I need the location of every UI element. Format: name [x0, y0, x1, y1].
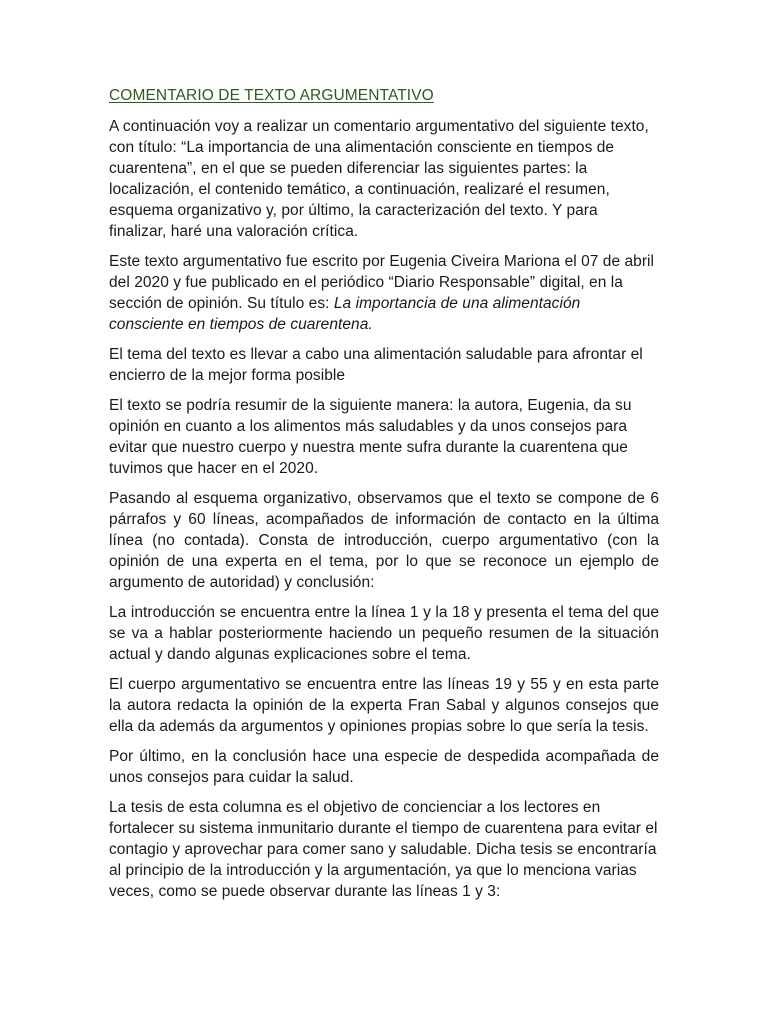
paragraph-thesis: La tesis de esta columna es el objetivo de concienciar a los lectores en fortalecer su sistema inmunitario durante el tiempo de cuarentena para evitar el contagio y aprovechar para comer sano y saludable. Dicha tesis se encontraría al principio de la introducción y la argumentación, ya que lo menciona varias veces, como se puede observar durante las líneas 1 y 3:: [109, 799, 658, 900]
article-title-italic: La importancia de una alimentación consciente en tiempos de cuarentena.: [109, 295, 581, 333]
document-page: [109, 86, 659, 911]
paragraph-conclusion-section: Por último, en la conclusión hace una especie de despedida acompañada de unos consejos para cuidar la salud.: [109, 748, 659, 786]
paragraph-localization: [109, 251, 659, 335]
paragraph-localization-text: Este texto argumentativo fue escrito por Eugenia Civeira Mariona el 07 de abril del 2020 y fue publicado en el periódico “Diario Responsable” digital, en la sección de opinión. Su título es:: [109, 253, 655, 312]
paragraph-body-section: El cuerpo argumentativo se encuentra entre las líneas 19 y 55 y en esta parte la autora redacta la opinión de la experta Fran Sabal y algunos consejos que ella da además da argumentos y opiniones propias sobre lo que sería la tesis.: [109, 676, 659, 735]
paragraph-structure: Pasando al esquema organizativo, observamos que el texto se compone de 6 párrafos y 60 líneas, acompañados de información de contacto en la última línea (no contada). Consta de introducción, cuerpo argumentativo (con la opinión de una experta en el tema, por lo que se reconoce un ejemplo de argumento de autoridad) y conclusión:: [109, 490, 659, 591]
paragraph-introduction: A continuación voy a realizar un comentario argumentativo del siguiente texto, con título: “La importancia de una alimentación consciente en tiempos de cuarentena”, en el que se pueden diferenciar las siguientes partes: la localización, el contenido temático, a continuación, realizaré el resumen, esquema organizativo y, por último, la caracterización del texto. Y para finalizar, haré una valoración crítica.: [109, 118, 649, 240]
paragraph-intro-section: La introducción se encuentra entre la línea 1 y la 18 y presenta el tema del que se va a hablar posteriormente haciendo un pequeño resumen de la situación actual y dando algunas explicaciones sobre el tema.: [109, 604, 659, 663]
paragraph-summary: El texto se podría resumir de la siguiente manera: la autora, Eugenia, da su opinión en cuanto a los alimentos más saludables y da unos consejos para evitar que nuestro cuerpo y nuestra mente sufra durante la cuarentena que tuvimos que hacer en el 2020.: [109, 397, 632, 477]
document-title: COMENTARIO DE TEXTO ARGUMENTATIVO: [109, 87, 434, 104]
paragraph-theme: El tema del texto es llevar a cabo una alimentación saludable para afrontar el encierro de la mejor forma posible: [109, 346, 643, 384]
